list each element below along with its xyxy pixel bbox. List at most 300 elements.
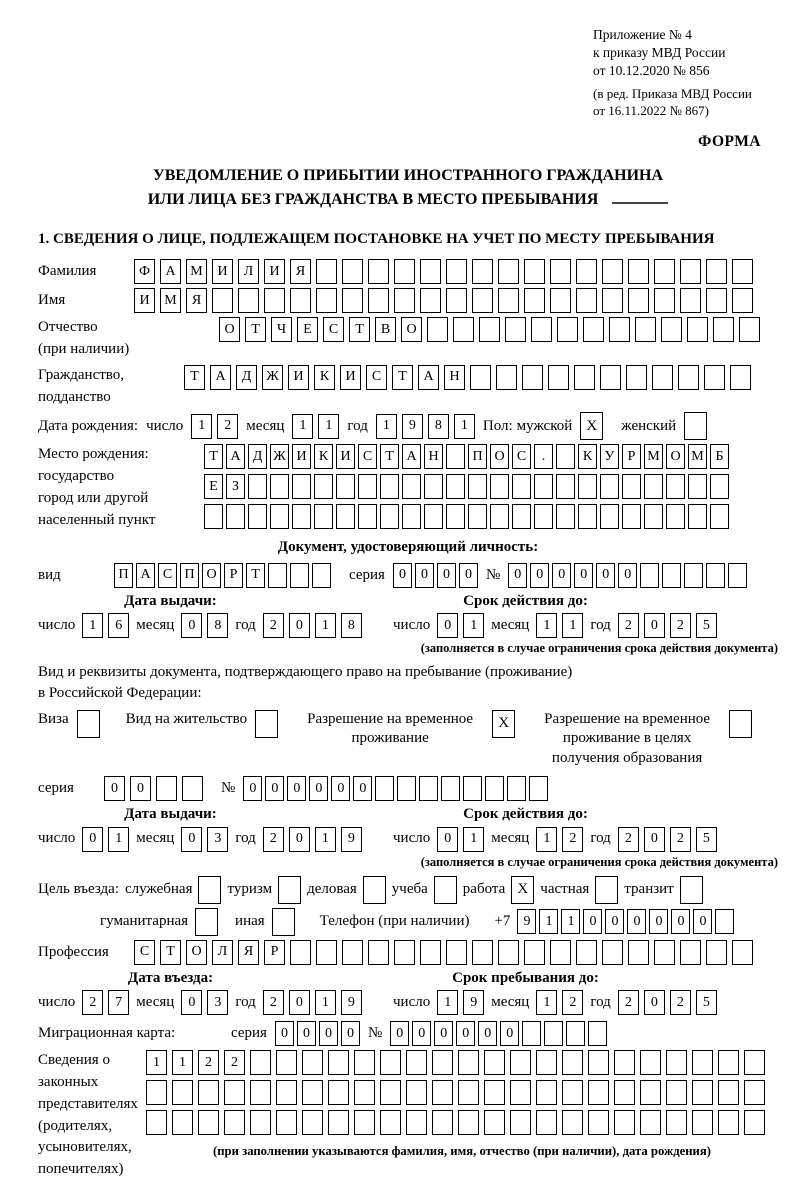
char-box[interactable]: 1 [437, 990, 458, 1015]
char-box[interactable] [276, 1050, 297, 1075]
char-box[interactable]: 1 [562, 613, 583, 638]
char-box[interactable] [718, 1110, 739, 1135]
char-box[interactable]: 9 [341, 990, 362, 1015]
char-box[interactable] [524, 259, 545, 284]
char-box[interactable] [406, 1110, 427, 1135]
char-box[interactable]: Я [186, 288, 207, 313]
char-box[interactable]: 2 [217, 414, 238, 439]
purpose-private-checkbox[interactable] [595, 876, 618, 904]
char-box[interactable]: 1 [536, 990, 557, 1015]
char-box[interactable]: Л [238, 259, 259, 284]
char-box[interactable] [198, 1110, 219, 1135]
char-box[interactable] [588, 1021, 607, 1046]
char-box[interactable] [328, 1080, 349, 1105]
char-box[interactable] [406, 1080, 427, 1105]
char-box[interactable] [640, 563, 659, 588]
char-box[interactable] [562, 1110, 583, 1135]
char-box[interactable]: 0 [181, 827, 202, 852]
char-box[interactable] [614, 1110, 635, 1135]
char-box[interactable] [424, 504, 443, 529]
char-box[interactable] [556, 474, 575, 499]
char-box[interactable] [578, 504, 597, 529]
char-box[interactable]: Ч [271, 317, 292, 342]
char-box[interactable] [531, 317, 552, 342]
char-box[interactable] [342, 288, 363, 313]
char-box[interactable] [640, 1110, 661, 1135]
char-box[interactable]: О [186, 940, 207, 965]
char-box[interactable]: С [512, 444, 531, 469]
char-box[interactable] [446, 288, 467, 313]
char-box[interactable]: Е [297, 317, 318, 342]
char-box[interactable] [212, 288, 233, 313]
char-box[interactable] [224, 1080, 245, 1105]
char-box[interactable]: 2 [263, 827, 284, 852]
char-box[interactable]: 0 [500, 1021, 519, 1046]
char-box[interactable]: 1 [191, 414, 212, 439]
char-box[interactable] [248, 504, 267, 529]
char-box[interactable] [368, 259, 389, 284]
char-box[interactable]: М [160, 288, 181, 313]
char-box[interactable] [548, 365, 569, 390]
char-box[interactable] [715, 909, 734, 934]
char-box[interactable] [394, 259, 415, 284]
char-box[interactable] [556, 444, 575, 469]
char-box[interactable] [550, 288, 571, 313]
char-box[interactable]: В [375, 317, 396, 342]
char-box[interactable]: 1 [108, 827, 129, 852]
char-box[interactable]: 1 [292, 414, 313, 439]
char-box[interactable] [468, 474, 487, 499]
char-box[interactable]: О [202, 563, 221, 588]
char-box[interactable] [666, 1050, 687, 1075]
char-box[interactable] [678, 365, 699, 390]
char-box[interactable]: 0 [390, 1021, 409, 1046]
char-box[interactable] [328, 1050, 349, 1075]
char-box[interactable]: 1 [539, 909, 558, 934]
char-box[interactable]: А [402, 444, 421, 469]
char-box[interactable]: 0 [605, 909, 624, 934]
char-box[interactable] [498, 288, 519, 313]
char-box[interactable]: 2 [82, 990, 103, 1015]
char-box[interactable] [654, 940, 675, 965]
sex-male-checkbox[interactable]: X [580, 412, 603, 440]
char-box[interactable] [588, 1050, 609, 1075]
char-box[interactable]: 0 [309, 776, 328, 801]
char-box[interactable]: 0 [644, 990, 665, 1015]
char-box[interactable] [600, 504, 619, 529]
char-box[interactable] [732, 259, 753, 284]
char-box[interactable]: 0 [412, 1021, 431, 1046]
char-box[interactable]: О [490, 444, 509, 469]
char-box[interactable] [224, 1110, 245, 1135]
char-box[interactable] [692, 1080, 713, 1105]
char-box[interactable]: Ф [134, 259, 155, 284]
char-box[interactable]: 1 [536, 613, 557, 638]
char-box[interactable] [479, 317, 500, 342]
char-box[interactable] [453, 317, 474, 342]
char-box[interactable] [522, 1021, 541, 1046]
char-box[interactable] [380, 504, 399, 529]
char-box[interactable] [270, 504, 289, 529]
char-box[interactable] [576, 940, 597, 965]
char-box[interactable]: 1 [315, 613, 336, 638]
char-box[interactable]: 9 [517, 909, 536, 934]
char-box[interactable] [316, 259, 337, 284]
char-box[interactable] [744, 1110, 765, 1135]
char-box[interactable] [706, 259, 727, 284]
char-box[interactable]: 0 [649, 909, 668, 934]
char-box[interactable] [198, 1080, 219, 1105]
char-box[interactable] [354, 1110, 375, 1135]
char-box[interactable]: С [358, 444, 377, 469]
char-box[interactable] [380, 474, 399, 499]
char-box[interactable]: 0 [459, 563, 478, 588]
char-box[interactable] [402, 474, 421, 499]
char-box[interactable] [402, 504, 421, 529]
char-box[interactable] [270, 474, 289, 499]
char-box[interactable]: 0 [574, 563, 593, 588]
char-box[interactable] [498, 940, 519, 965]
char-box[interactable] [505, 317, 526, 342]
char-box[interactable]: У [600, 444, 619, 469]
char-box[interactable]: 0 [434, 1021, 453, 1046]
char-box[interactable]: 6 [108, 613, 129, 638]
char-box[interactable] [484, 1050, 505, 1075]
char-box[interactable] [602, 259, 623, 284]
char-box[interactable]: 2 [562, 990, 583, 1015]
char-box[interactable] [666, 1080, 687, 1105]
char-box[interactable] [146, 1110, 167, 1135]
char-box[interactable] [498, 259, 519, 284]
char-box[interactable] [406, 1050, 427, 1075]
char-box[interactable] [588, 1080, 609, 1105]
char-box[interactable] [692, 1110, 713, 1135]
char-box[interactable] [522, 365, 543, 390]
char-box[interactable]: Б [710, 444, 729, 469]
char-box[interactable] [490, 474, 509, 499]
char-box[interactable]: М [186, 259, 207, 284]
char-box[interactable] [290, 940, 311, 965]
char-box[interactable] [472, 259, 493, 284]
char-box[interactable] [314, 474, 333, 499]
char-box[interactable] [536, 1050, 557, 1075]
char-box[interactable]: 0 [353, 776, 372, 801]
char-box[interactable]: Ж [270, 444, 289, 469]
char-box[interactable] [626, 365, 647, 390]
purpose-other-checkbox[interactable] [272, 908, 295, 936]
char-box[interactable]: 0 [644, 613, 665, 638]
char-box[interactable] [644, 474, 663, 499]
char-box[interactable]: 0 [456, 1021, 475, 1046]
char-box[interactable]: Т [380, 444, 399, 469]
char-box[interactable]: М [644, 444, 663, 469]
char-box[interactable]: 0 [319, 1021, 338, 1046]
temp-residence-education-checkbox[interactable] [729, 710, 752, 738]
char-box[interactable]: О [401, 317, 422, 342]
char-box[interactable] [654, 259, 675, 284]
char-box[interactable] [490, 504, 509, 529]
char-box[interactable]: Р [622, 444, 641, 469]
char-box[interactable]: А [136, 563, 155, 588]
char-box[interactable] [484, 1080, 505, 1105]
char-box[interactable] [640, 1050, 661, 1075]
char-box[interactable]: 2 [618, 990, 639, 1015]
char-box[interactable]: К [314, 444, 333, 469]
char-box[interactable]: Т [160, 940, 181, 965]
char-box[interactable] [336, 474, 355, 499]
char-box[interactable] [248, 474, 267, 499]
char-box[interactable] [680, 940, 701, 965]
char-box[interactable]: Р [224, 563, 243, 588]
char-box[interactable]: 1 [318, 414, 339, 439]
char-box[interactable] [204, 504, 223, 529]
char-box[interactable]: О [666, 444, 685, 469]
char-box[interactable]: 0 [297, 1021, 316, 1046]
char-box[interactable]: 2 [618, 613, 639, 638]
char-box[interactable]: 2 [224, 1050, 245, 1075]
char-box[interactable]: 2 [562, 827, 583, 852]
char-box[interactable] [420, 940, 441, 965]
char-box[interactable] [238, 288, 259, 313]
char-box[interactable] [728, 563, 747, 588]
char-box[interactable]: 1 [463, 827, 484, 852]
char-box[interactable]: 5 [696, 613, 717, 638]
char-box[interactable]: О [219, 317, 240, 342]
char-box[interactable] [640, 1080, 661, 1105]
char-box[interactable] [550, 259, 571, 284]
char-box[interactable] [342, 940, 363, 965]
char-box[interactable] [302, 1110, 323, 1135]
char-box[interactable] [574, 365, 595, 390]
char-box[interactable] [375, 776, 394, 801]
char-box[interactable]: Л [212, 940, 233, 965]
char-box[interactable] [739, 317, 760, 342]
char-box[interactable]: 0 [341, 1021, 360, 1046]
char-box[interactable]: П [114, 563, 133, 588]
char-box[interactable]: Я [238, 940, 259, 965]
char-box[interactable] [394, 940, 415, 965]
char-box[interactable]: 0 [331, 776, 350, 801]
char-box[interactable]: 0 [104, 776, 125, 801]
char-box[interactable] [250, 1050, 271, 1075]
char-box[interactable] [358, 504, 377, 529]
char-box[interactable]: 0 [393, 563, 412, 588]
char-box[interactable]: И [292, 444, 311, 469]
char-box[interactable] [583, 317, 604, 342]
char-box[interactable] [534, 474, 553, 499]
char-box[interactable] [718, 1050, 739, 1075]
temp-residence-checkbox[interactable]: X [492, 710, 515, 738]
char-box[interactable]: 2 [670, 827, 691, 852]
char-box[interactable] [536, 1110, 557, 1135]
char-box[interactable]: 0 [289, 827, 310, 852]
char-box[interactable] [368, 940, 389, 965]
purpose-official-checkbox[interactable] [198, 876, 221, 904]
char-box[interactable]: 0 [693, 909, 712, 934]
char-box[interactable]: А [226, 444, 245, 469]
char-box[interactable] [172, 1110, 193, 1135]
char-box[interactable] [485, 776, 504, 801]
char-box[interactable] [688, 474, 707, 499]
char-box[interactable] [622, 474, 641, 499]
char-box[interactable] [419, 776, 438, 801]
char-box[interactable] [557, 317, 578, 342]
char-box[interactable]: 1 [172, 1050, 193, 1075]
char-box[interactable] [666, 504, 685, 529]
char-box[interactable] [602, 940, 623, 965]
char-box[interactable] [292, 504, 311, 529]
char-box[interactable]: Д [248, 444, 267, 469]
char-box[interactable]: 7 [108, 990, 129, 1015]
char-box[interactable] [732, 940, 753, 965]
char-box[interactable]: 0 [437, 613, 458, 638]
char-box[interactable]: 3 [207, 827, 228, 852]
char-box[interactable]: 9 [341, 827, 362, 852]
char-box[interactable] [250, 1110, 271, 1135]
char-box[interactable] [654, 288, 675, 313]
char-box[interactable] [314, 504, 333, 529]
char-box[interactable]: 0 [530, 563, 549, 588]
char-box[interactable]: Р [264, 940, 285, 965]
char-box[interactable] [292, 474, 311, 499]
char-box[interactable] [146, 1080, 167, 1105]
purpose-study-checkbox[interactable] [434, 876, 457, 904]
char-box[interactable]: М [688, 444, 707, 469]
char-box[interactable]: 0 [583, 909, 602, 934]
char-box[interactable] [704, 365, 725, 390]
char-box[interactable] [302, 1080, 323, 1105]
char-box[interactable]: 0 [265, 776, 284, 801]
char-box[interactable]: Т [246, 563, 265, 588]
char-box[interactable] [661, 317, 682, 342]
char-box[interactable]: А [210, 365, 231, 390]
char-box[interactable]: 5 [696, 827, 717, 852]
char-box[interactable] [744, 1050, 765, 1075]
char-box[interactable]: 2 [670, 613, 691, 638]
char-box[interactable]: 1 [376, 414, 397, 439]
char-box[interactable] [718, 1080, 739, 1105]
char-box[interactable]: 9 [402, 414, 423, 439]
char-box[interactable]: П [468, 444, 487, 469]
char-box[interactable]: П [180, 563, 199, 588]
char-box[interactable]: 8 [341, 613, 362, 638]
char-box[interactable] [512, 504, 531, 529]
char-box[interactable] [706, 563, 725, 588]
char-box[interactable] [458, 1050, 479, 1075]
char-box[interactable] [600, 365, 621, 390]
char-box[interactable]: 2 [198, 1050, 219, 1075]
char-box[interactable] [172, 1080, 193, 1105]
char-box[interactable] [614, 1080, 635, 1105]
char-box[interactable]: 0 [437, 563, 456, 588]
purpose-work-checkbox[interactable]: X [511, 876, 534, 904]
char-box[interactable] [510, 1080, 531, 1105]
char-box[interactable]: Н [424, 444, 443, 469]
char-box[interactable] [609, 317, 630, 342]
char-box[interactable] [316, 288, 337, 313]
char-box[interactable] [472, 940, 493, 965]
char-box[interactable] [424, 474, 443, 499]
char-box[interactable]: 3 [207, 990, 228, 1015]
char-box[interactable] [441, 776, 460, 801]
char-box[interactable]: 0 [289, 613, 310, 638]
char-box[interactable]: 2 [670, 990, 691, 1015]
char-box[interactable]: С [158, 563, 177, 588]
char-box[interactable]: И [134, 288, 155, 313]
char-box[interactable] [446, 259, 467, 284]
char-box[interactable] [394, 288, 415, 313]
char-box[interactable] [524, 940, 545, 965]
char-box[interactable]: Т [349, 317, 370, 342]
char-box[interactable] [446, 504, 465, 529]
char-box[interactable] [427, 317, 448, 342]
char-box[interactable]: К [314, 365, 335, 390]
residence-permit-checkbox[interactable] [255, 710, 278, 738]
char-box[interactable]: 0 [437, 827, 458, 852]
char-box[interactable] [576, 288, 597, 313]
char-box[interactable]: 1 [561, 909, 580, 934]
char-box[interactable] [226, 504, 245, 529]
char-box[interactable]: 1 [463, 613, 484, 638]
char-box[interactable] [264, 288, 285, 313]
char-box[interactable] [380, 1080, 401, 1105]
char-box[interactable] [316, 940, 337, 965]
char-box[interactable] [602, 288, 623, 313]
char-box[interactable] [687, 317, 708, 342]
char-box[interactable]: С [134, 940, 155, 965]
char-box[interactable] [628, 940, 649, 965]
char-box[interactable] [446, 444, 465, 469]
char-box[interactable]: 0 [508, 563, 527, 588]
char-box[interactable] [622, 504, 641, 529]
purpose-business-checkbox[interactable] [363, 876, 386, 904]
char-box[interactable] [458, 1110, 479, 1135]
char-box[interactable]: 9 [463, 990, 484, 1015]
char-box[interactable] [397, 776, 416, 801]
char-box[interactable] [662, 563, 681, 588]
char-box[interactable]: 0 [644, 827, 665, 852]
char-box[interactable] [706, 940, 727, 965]
purpose-transit-checkbox[interactable] [680, 876, 703, 904]
visa-checkbox[interactable] [77, 710, 100, 738]
char-box[interactable] [446, 474, 465, 499]
char-box[interactable] [463, 776, 482, 801]
char-box[interactable] [468, 504, 487, 529]
char-box[interactable] [628, 259, 649, 284]
char-box[interactable]: . [534, 444, 553, 469]
char-box[interactable] [732, 288, 753, 313]
char-box[interactable]: И [340, 365, 361, 390]
char-box[interactable]: 8 [207, 613, 228, 638]
char-box[interactable] [713, 317, 734, 342]
char-box[interactable] [628, 288, 649, 313]
char-box[interactable]: Т [392, 365, 413, 390]
char-box[interactable] [556, 504, 575, 529]
char-box[interactable] [562, 1050, 583, 1075]
char-box[interactable]: Т [204, 444, 223, 469]
char-box[interactable]: 1 [315, 827, 336, 852]
char-box[interactable]: Е [204, 474, 223, 499]
char-box[interactable] [710, 474, 729, 499]
char-box[interactable] [354, 1080, 375, 1105]
char-box[interactable] [576, 259, 597, 284]
char-box[interactable] [432, 1110, 453, 1135]
char-box[interactable]: 0 [596, 563, 615, 588]
char-box[interactable]: И [212, 259, 233, 284]
char-box[interactable]: 0 [415, 563, 434, 588]
char-box[interactable] [730, 365, 751, 390]
char-box[interactable] [524, 288, 545, 313]
